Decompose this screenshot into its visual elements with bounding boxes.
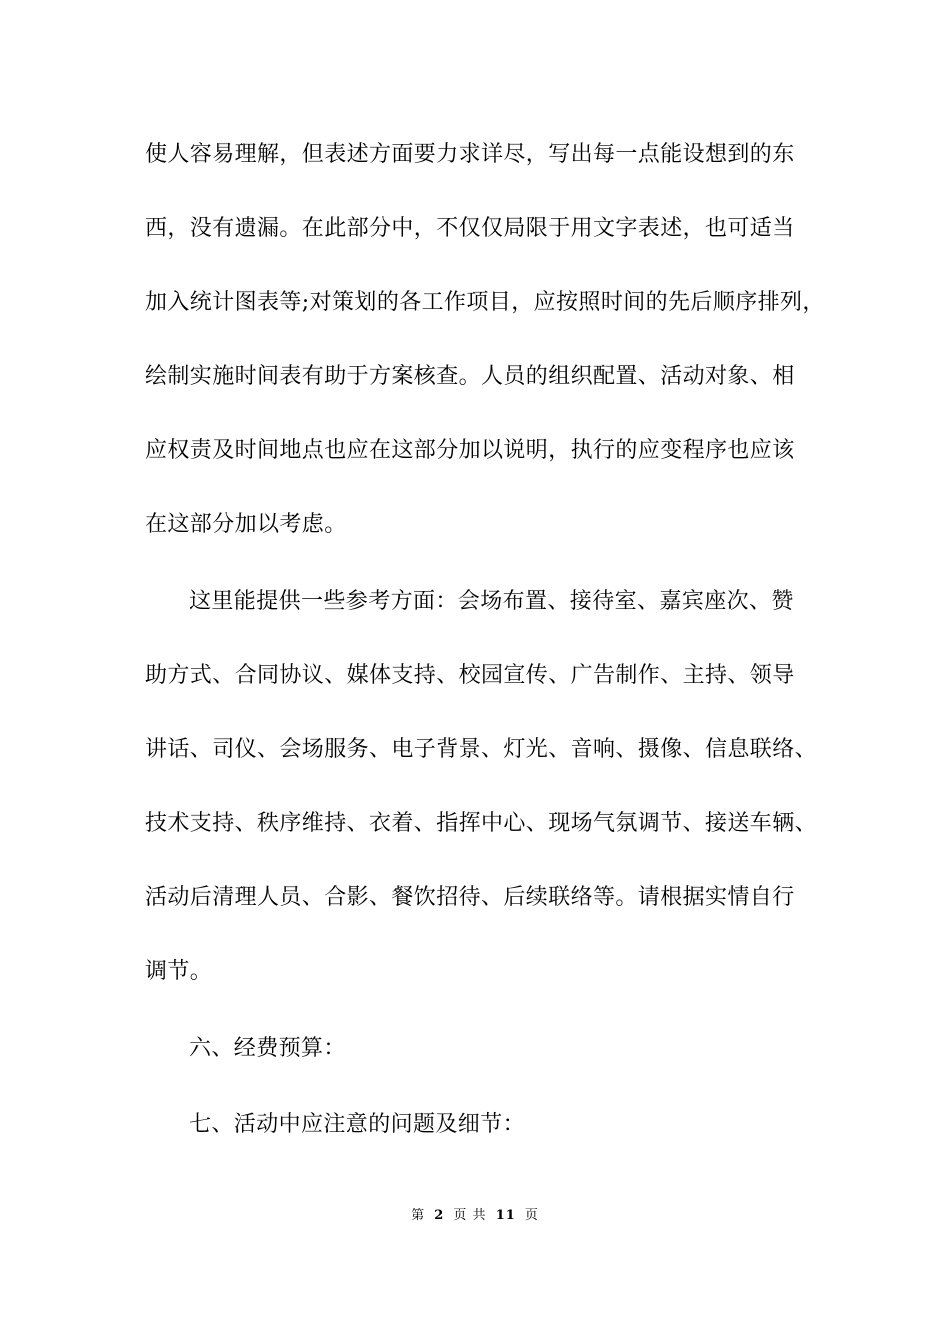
page-footer bbox=[0, 1207, 950, 1225]
paragraph-1-line-3: 加入统计图表等;对策划的各工作项目，应按照时间的先后顺序排列， bbox=[145, 290, 825, 315]
footer-current-page: 2 bbox=[434, 1208, 445, 1223]
footer-suffix: 页 bbox=[524, 1208, 539, 1223]
paragraph-2-line-6: 调节。 bbox=[145, 959, 213, 984]
paragraph-2-line-3: 讲话、司仪、会场服务、电子背景、灯光、音响、摄像、信息联络、 bbox=[145, 737, 818, 762]
paragraph-1-line-1: 使人容易理解，但表述方面要力求详尽，写出每一点能设想到的东 bbox=[145, 142, 795, 167]
paragraph-2-line-5: 活动后清理人员、合影、餐饮招待、后续联络等。请根据实情自行 bbox=[145, 885, 795, 910]
paragraph-1-line-4: 绘制实施时间表有助于方案核查。人员的组织配置、活动对象、相 bbox=[145, 364, 795, 389]
paragraph-2-line-2: 助方式、合同协议、媒体支持、校园宣传、广告制作、主持、领导 bbox=[145, 663, 795, 688]
paragraph-2-line-1: 这里能提供一些参考方面：会场布置、接待室、嘉宾座次、赞 bbox=[189, 589, 794, 614]
heading-budget: 六、经费预算： bbox=[189, 1036, 346, 1061]
paragraph-1-line-2: 西，没有遗漏。在此部分中，不仅仅局限于用文字表述，也可适当 bbox=[145, 216, 795, 241]
paragraph-1-line-6: 在这部分加以考虑。 bbox=[145, 512, 347, 537]
footer-total-pages: 11 bbox=[495, 1208, 516, 1223]
paragraph-2-line-4: 技术支持、秩序维持、衣着、指挥中心、现场气氛调节、接送车辆、 bbox=[145, 811, 818, 836]
paragraph-1-line-5: 应权责及时间地点也应在这部分加以说明，执行的应变程序也应该 bbox=[145, 438, 795, 463]
footer-middle: 页 共 bbox=[453, 1208, 487, 1223]
footer-prefix: 第 bbox=[411, 1208, 426, 1223]
heading-notes: 七、活动中应注意的问题及细节： bbox=[189, 1112, 526, 1137]
